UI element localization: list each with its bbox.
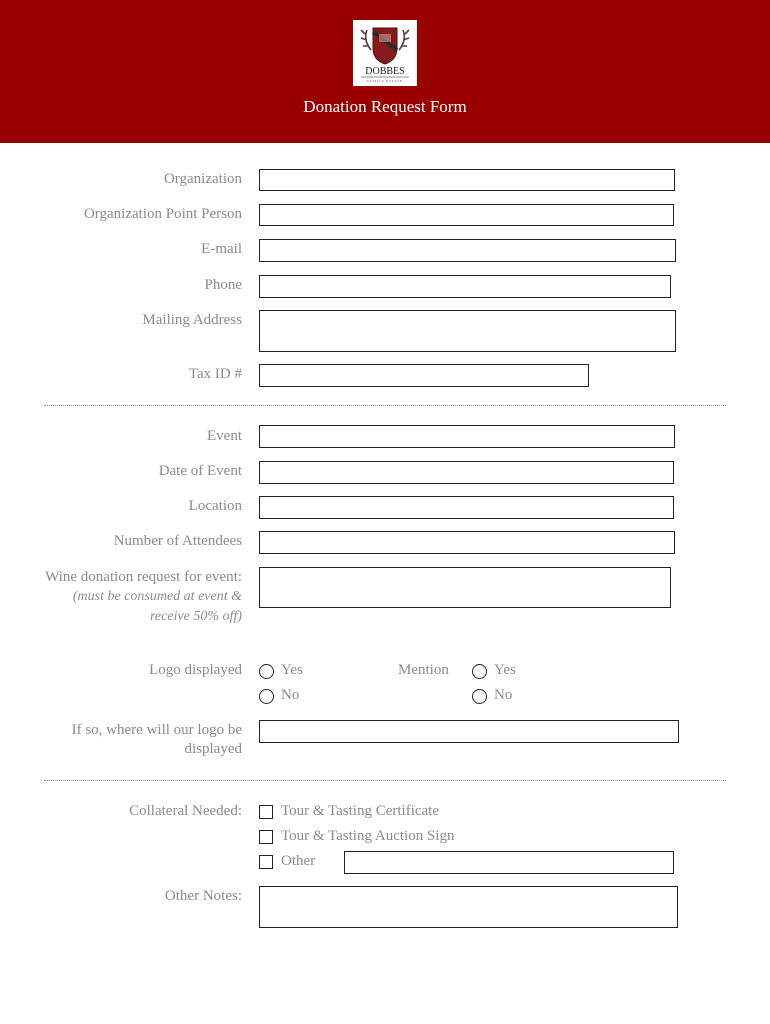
mention-label: Mention — [398, 662, 449, 678]
point-person-label: Organization Point Person — [83, 206, 242, 222]
point-person-input[interactable] — [259, 204, 674, 226]
mention-yes-radio[interactable] — [472, 664, 487, 679]
tax-id-label: Tax ID # — [188, 366, 242, 382]
other-checkbox[interactable] — [259, 855, 273, 869]
wine-request-note: (must be consumed at event & receive 50% off) — [72, 589, 242, 624]
email-label: E-mail — [201, 241, 242, 257]
mention-yes-label: Yes — [494, 662, 516, 678]
attendees-label: Number of Attendees — [113, 533, 242, 549]
organization-label: Organization — [163, 171, 242, 187]
section-divider — [44, 780, 726, 781]
wine-request-text: Wine donation request for event: — [45, 569, 242, 585]
other-notes-label: Other Notes: — [164, 888, 242, 904]
email-input[interactable] — [259, 239, 676, 262]
wine-request-input[interactable] — [259, 567, 671, 608]
auction-sign-label: Tour & Tasting Auction Sign — [281, 828, 455, 844]
mention-no-radio[interactable] — [472, 689, 487, 704]
mention-no-label: No — [494, 687, 513, 703]
logo-yes-label: Yes — [281, 662, 303, 678]
organization-input[interactable] — [259, 169, 675, 191]
form-header — [0, 0, 770, 143]
logo-displayed-label: Logo displayed — [149, 662, 242, 678]
location-input[interactable] — [259, 496, 674, 519]
mailing-address-input[interactable] — [259, 310, 676, 352]
logo-tagline-text: FAMILY ESTATE — [367, 79, 403, 83]
date-label: Date of Event — [158, 463, 242, 479]
other-label: Other — [281, 853, 316, 869]
logo-yes-radio[interactable] — [259, 664, 274, 679]
event-input[interactable] — [259, 425, 675, 448]
dobbes-logo — [353, 20, 417, 86]
logo-no-label: No — [281, 687, 300, 703]
wine-request-label — [42, 568, 242, 627]
other-input[interactable] — [344, 851, 674, 874]
page-title: Donation Request Form — [303, 97, 467, 116]
logo-where-label: If so, where will our logo be displayed — [71, 722, 242, 757]
logo-no-radio[interactable] — [259, 689, 274, 704]
logo-where-input[interactable] — [259, 720, 679, 743]
tour-certificate-checkbox[interactable] — [259, 805, 273, 819]
auction-sign-checkbox[interactable] — [259, 830, 273, 844]
event-label: Event — [207, 428, 242, 444]
location-label: Location — [188, 498, 242, 514]
other-notes-input[interactable] — [259, 886, 678, 928]
tax-id-input[interactable] — [259, 364, 589, 387]
date-input[interactable] — [259, 461, 674, 484]
phone-input[interactable] — [259, 275, 671, 298]
section-divider — [44, 405, 726, 406]
attendees-input[interactable] — [259, 531, 675, 554]
phone-label: Phone — [204, 277, 242, 293]
logo-brand-text: DOBBES — [365, 66, 405, 77]
tour-certificate-label: Tour & Tasting Certificate — [281, 803, 439, 819]
mailing-address-label: Mailing Address — [142, 312, 242, 328]
collateral-label: Collateral Needed: — [129, 803, 242, 819]
